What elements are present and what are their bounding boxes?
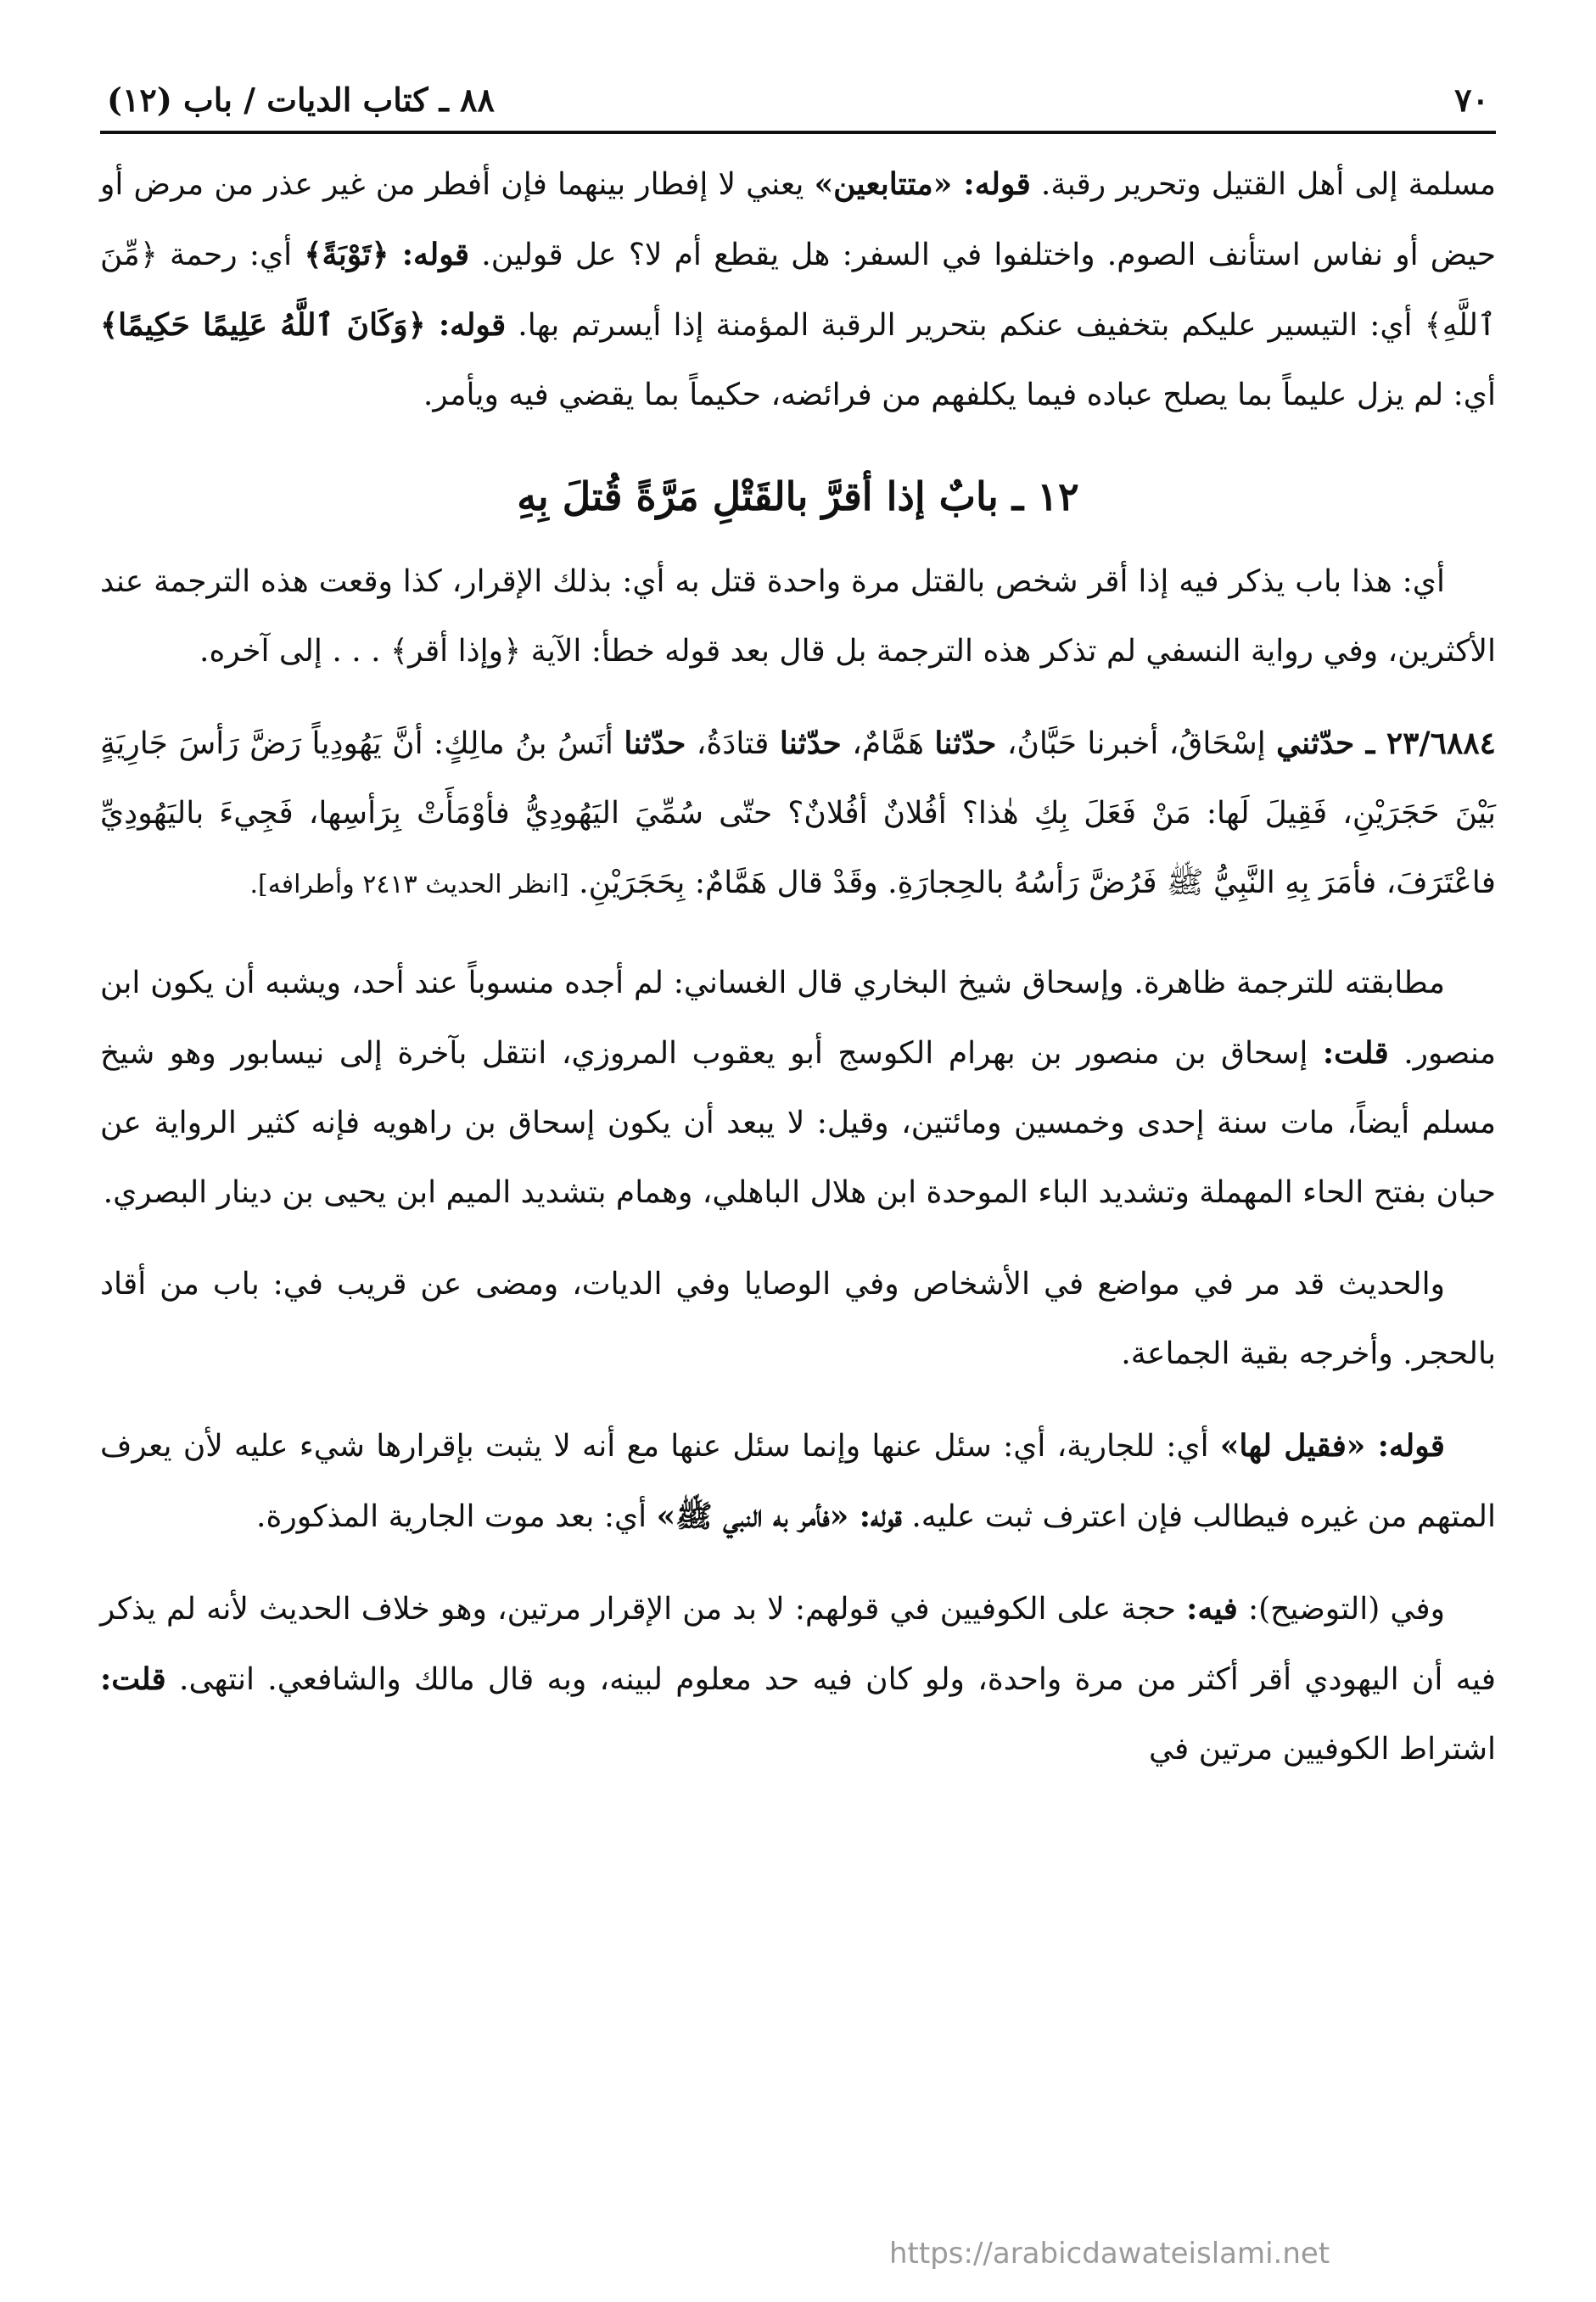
chapter-title: ١٢ ـ بابٌ إذا أقرَّ بالقَتْلِ مَرَّةً قُتلَ بِهِ — [517, 473, 1079, 519]
narration-keyword: حدّثنا — [934, 725, 997, 761]
commentary-paragraph-1 — [100, 949, 1496, 1228]
text-segment: قتادَةُ، — [686, 726, 780, 761]
keyword: قلت: — [1322, 1035, 1389, 1071]
text-segment: وفي (التوضيح): — [1237, 1592, 1445, 1627]
hadith-text — [100, 709, 1496, 920]
text-segment: يعني لا إفطار بينهما فإن أفطر من غير عذر من مرض أو حيض أو نفاس استأنف الصوم. واختلفوا في السفر: هل يقطع أم لا؟ عل قولين. — [100, 167, 1497, 272]
text-segment: إسْحَاقُ، أخبرنا حَبَّانُ، — [996, 726, 1277, 761]
commentary-paragraph-2: والحديث قد مر في مواضع في الأشخاص وفي الوصايا وفي الديات، ومضى عن قريب في: باب من أقاد بالحجر. وأخرجه بقية الجماعة. — [100, 1267, 1496, 1371]
narration-keyword: حدّثنا — [779, 725, 842, 761]
text-segment: أي: لم يزل عليماً بما يصلح عباده فيما يكلفهم من فرائضه، حكيماً بما يقضي فيه ويأمر. — [423, 378, 1496, 412]
text-segment: أي: بعد موت الجارية المذكورة. — [256, 1499, 657, 1534]
chapter-explanation: أي: هذا باب يذكر فيه إذا أقر شخص بالقتل مرة واحدة قتل به أي: بذلك الإقرار، كذا وقعت هذه الترجمة عند الأكثرين، وفي رواية النسفي لم تذكر هذه الترجمة بل قال بعد قوله خطأ: الآية ﴿وإذا أقر﴾ . . . إلى آخره. — [100, 564, 1496, 669]
running-head — [100, 75, 1496, 131]
intro-paragraph — [100, 149, 1496, 430]
keyword: قلت: — [100, 1661, 166, 1697]
text-segment: مطابقته للترجمة ظاهرة. وإسحاق شيخ البخاري قال الغساني: لم أجده منسوباً عند أحد، ويشبه أن يكون ابن منصور. — [100, 966, 1497, 1071]
watermark-url: https://arabicdawateislami.net — [889, 2237, 1330, 2271]
keyword: قوله: «متتابعين» — [814, 166, 1031, 202]
text-segment: اشتراط الكوفيين مرتين في — [1149, 1732, 1496, 1767]
narration-keyword: حدّثنا — [624, 725, 686, 761]
keyword: فيه: — [1186, 1591, 1238, 1627]
keyword: قوله: ﴿تَوْبَةً﴾ — [304, 237, 470, 272]
commentary-paragraph-3 — [100, 1411, 1496, 1552]
text-segment: إسحاق بن منصور بن بهرام الكوسج أبو يعقوب المروزي، انتقل بآخرة إلى نيسابور وهو شيخ مسلم أيضاً، مات سنة إحدى وخمسين ومائتين، وقيل: لا يبعد أن يكون إسحاق بن راهويه فإنه كثير الرواية عن حبان بفتح الحاء المهملة وتشديد الباء الموحدة ابن هلال الباهلي، وهمام بتشديد الميم ابن يحيى بن دينار البصري. — [100, 1036, 1496, 1210]
hadith-number: ٢٣/٦٨٨٤ ـ — [1354, 725, 1496, 761]
commentary-paragraph-4 — [100, 1574, 1496, 1784]
page — [100, 75, 1496, 1784]
text-segment: أي: للجارية، أي: سئل عنها وإنما سئل عنها مع أنه لا يثبت بإقرارها شيء عليه لأن يعرف المتهم من غيره فيطالب فإن اعترف ثبت عليه. — [100, 1429, 1496, 1534]
keyword: قوله: ﴿وَكَانَ ٱللَّهُ عَلِيمًا حَكِيمًا﴾ — [100, 307, 507, 343]
text-segment: أنَسُ بنُ مالِكٍ: أنَّ يَهُودِياً رَضَّ رَأسَ جَارِيَةٍ بَيْنَ حَجَرَيْنِ، فَقِيلَ لَها: مَنْ فَعَلَ بِكِ هٰذا؟ أفُلانٌ أفُلانٌ؟ حتّى سُمِّيَ اليَهُودِيُّ فأوْمَأَتْ بِرَأسِها، فَجِيءَ باليَهُودِيِّ فاعْتَرَفَ، فأمَرَ بِهِ النَّبِيُّ ﷺ فَرُضَّ رَأسُهُ بالحِجارَةِ. وقَدْ قال هَمَّامٌ: بِحَجَرَيْنِ. — [100, 726, 1496, 900]
hadith-reference: [انظر الحديث ٢٤١٣ وأطرافه]. — [249, 870, 569, 899]
text-segment: هَمَّامٌ، — [841, 726, 935, 761]
page-number: ٧٠ — [1454, 81, 1489, 119]
header-rule — [100, 131, 1496, 134]
keyword: قوله: «فقيل لها» — [1219, 1428, 1445, 1464]
text-segment: مسلمة إلى أهل القتيل وتحرير رقبة. — [1030, 167, 1497, 202]
book-title: ٨٨ ـ كتاب الديات / باب (١٢) — [107, 81, 495, 119]
narration-keyword: حدّثني — [1276, 725, 1355, 761]
keyword: قوله: «فأمر به النبي ﷺ» — [656, 1498, 902, 1534]
text-segment: أي: رحمة ﴿مِّنَ ٱللَّهِ﴾ أي: التيسير عليكم بتخفيف عنكم بتحرير الرقبة المؤمنة إذا أيسرتم بها. — [100, 238, 1496, 343]
text-segment: حجة على الكوفيين في قولهم: لا بد من الإقرار مرتين، وهو خلاف الحديث لأنه لم يذكر فيه أن اليهودي أقر أكثر من مرة واحدة، ولو كان فيه حد معلوم لبينه، وبه قال مالك والشافعي. انتهى. — [100, 1592, 1496, 1697]
